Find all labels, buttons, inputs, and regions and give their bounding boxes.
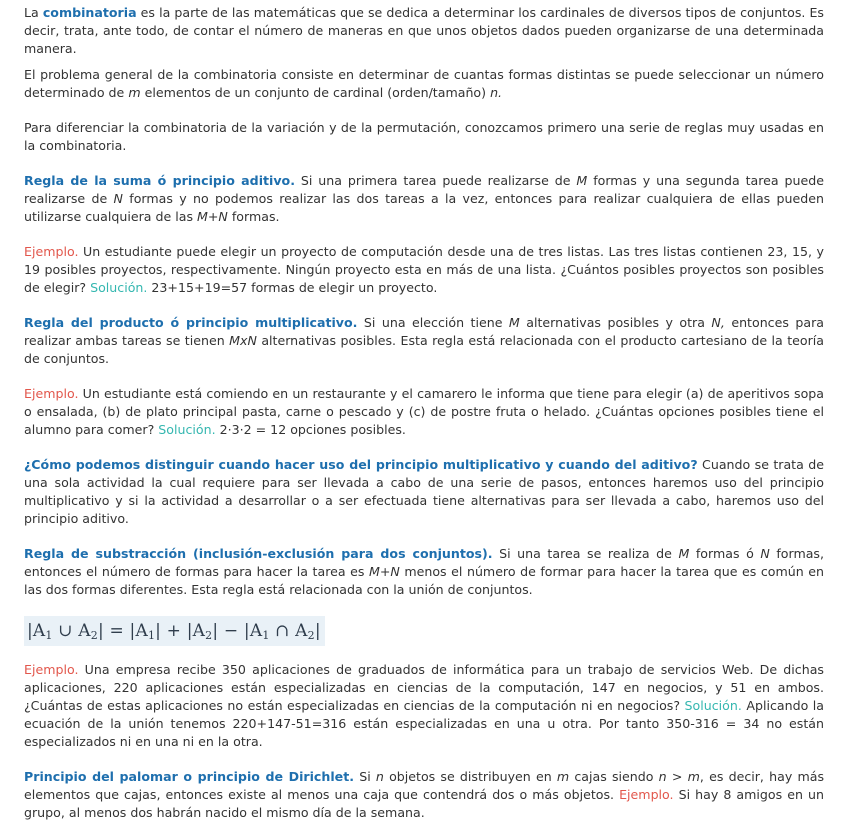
formula-part: |A <box>27 621 46 641</box>
term-combinatoria: combinatoria <box>42 5 137 20</box>
solution-label: Solución. <box>158 422 216 437</box>
text: El problema general de la combinatoria consiste en determinar de cuantas formas distintas se puede seleccionar un número determinado de <box>24 67 824 100</box>
distinguish-heading: ¿Cómo podemos distinguir cuando hacer uso del principio multiplicativo y cuando del aditivo? <box>24 457 698 472</box>
solution-label: Solución. <box>684 698 742 713</box>
formula-part: | − |A <box>212 621 263 641</box>
formula-subscript: 2 <box>205 629 213 642</box>
rule-product-example <box>24 385 824 439</box>
text: Aplicando la ecuación de la unión tenemos 220+147-51=316 están especializadas en una u otra. Por tanto 350-316 = 34 no están especializados ni en una ni en la otra. <box>24 698 824 749</box>
distinguish-paragraph <box>24 456 824 528</box>
rule-product-heading: Regla del producto ó principio multiplicativo. <box>24 315 358 330</box>
var-n: n <box>375 769 384 784</box>
text: Si una primera tarea puede realizarse de <box>295 173 577 188</box>
text: La <box>24 5 43 20</box>
formula-subscript: 2 <box>307 629 315 642</box>
text: objetos se distribuyen en <box>383 769 557 784</box>
text: Si hay 8 amigos en un grupo, al menos dos habrán nacido el mismo día de la semana. <box>24 787 824 820</box>
var-M: M <box>508 315 520 330</box>
formula-subscript: 1 <box>147 629 156 642</box>
example-label: Ejemplo. <box>24 386 79 401</box>
solution-label: Solución. <box>90 280 148 295</box>
var-M-plus-N: M+N <box>197 209 228 224</box>
intro-paragraph-definition <box>24 4 824 58</box>
text: Si una tarea se realiza de <box>492 546 679 561</box>
rule-sum-paragraph <box>24 172 824 226</box>
text: formas, entonces el número de formas para hacer la tarea es <box>24 546 824 579</box>
formula-part: | <box>314 621 321 641</box>
formula-part: ∩ A <box>269 621 308 641</box>
example-label: Ejemplo. <box>24 662 79 677</box>
rule-product-paragraph <box>24 314 824 368</box>
formula-part: | + |A <box>155 621 206 641</box>
text: Un estudiante puede elegir un proyecto de computación desde una de tres listas. Las tres listas contienen 23, 15, y 19 posibles proyectos, respectivamente. Ningún proyecto esta en más de una lista. ¿Cuántos posibles proyectos son posibles de elegir? <box>24 244 824 295</box>
var-N: N <box>760 546 770 561</box>
text: Un estudiante está comiendo en un restaurante y el camarero le informa que tiene para elegir (a) de aperitivos sopa o ensalada, (b) de plato principal pasta, carne o pescado y (c) de postre fruta o helado. ¿Cuántas opciones posibles tiene el alumno para comer? <box>24 386 824 437</box>
text: Una empresa recibe 350 aplicaciones de graduados de informática para un trabajo de servicios Web. De dichas aplicaciones, 220 aplicaciones están especializadas en ciencias de la computación, 147 en negocios, y 51 en ambos. ¿Cuántas de estas aplicaciones no están especializadas en ciencias de la computación ni en negocios? <box>24 662 824 713</box>
var-M: M <box>576 173 588 188</box>
text: Si una elección tiene <box>357 315 509 330</box>
formula-subscript: 1 <box>45 629 53 642</box>
text: , es decir, hay más elementos que cajas, entonces existe al menos una caja que contendrá dos o más objetos. <box>24 769 825 802</box>
text: formas. <box>227 209 280 224</box>
var-N: N <box>113 191 123 206</box>
text: cajas siendo <box>569 769 659 784</box>
var-M-plus-N: M+N <box>368 564 400 579</box>
intro-paragraph-rules: Para diferenciar la combinatoria de la variación y de la permutación, conozcamos primero una serie de reglas muy usadas en la combinatoria. <box>24 120 824 153</box>
var-m: m <box>556 769 570 784</box>
text: alternativas posibles y otra <box>519 315 712 330</box>
text: es la parte de las matemáticas que se dedica a determinar los cardinales de diversos tipos de conjuntos. Es decir, trata, ante todo, de contar el número de maneras en que unos objetos dados pueden organizarse de una determinada manera. <box>24 5 824 56</box>
example-label: Ejemplo. <box>619 787 674 802</box>
formula-subscript: 1 <box>262 629 270 642</box>
text: alternativas posibles. Esta regla está relacionada con el producto cartesiano de la teoría de conjuntos. <box>24 333 824 366</box>
rule-subtraction-example <box>24 661 824 751</box>
formula-part: | = |A <box>97 621 148 641</box>
var-n: n. <box>490 85 503 100</box>
text: formas y no podemos realizar las dos tareas a la vez, entonces para realizar cualquiera de ellas pueden utilizarse cualquiera de las <box>24 191 824 224</box>
text: Si <box>354 769 376 784</box>
formula-part: ∪ A <box>52 621 91 641</box>
example-label: Ejemplo. <box>24 244 79 259</box>
intro-paragraph-problem <box>24 66 824 102</box>
pigeonhole-heading: Principio del palomar o principio de Dirichlet. <box>24 769 355 784</box>
text: Cuando se trata de una sola actividad la cual requiere para ser llevada a cabo de una serie de pasos, entonces haremos uso del principio multiplicativo y si la actividad a desarrollar o a ser efectuada tiene alternativas para ser llevada a cabo, haremos uso del principio aditivo. <box>24 457 824 526</box>
inclusion-exclusion-formula <box>24 616 325 646</box>
var-MxN: MxN <box>229 333 257 348</box>
text: menos el número de formar para hacer la tarea que es común en las dos formas diferentes. Esta regla está relacionada con la unión de conjuntos. <box>24 564 825 597</box>
text: 2·3·2 = 12 opciones posibles. <box>215 422 406 437</box>
var-M: M <box>678 546 690 561</box>
rule-subtraction-heading: Regla de substracción (inclusión-exclusión para dos conjuntos). <box>24 546 493 561</box>
text: formas ó <box>689 546 761 561</box>
var-n-gt-m: n > m <box>658 769 700 784</box>
rule-subtraction-paragraph <box>24 545 824 599</box>
rule-sum-heading: Regla de la suma ó principio aditivo. <box>24 173 295 188</box>
rule-sum-example <box>24 243 824 297</box>
text: elementos de un conjunto de cardinal (orden/tamaño) <box>140 85 491 100</box>
formula-subscript: 2 <box>90 629 98 642</box>
var-m: m <box>128 85 141 100</box>
text: formas y una segunda tarea puede realizarse de <box>24 173 824 206</box>
pigeonhole-paragraph <box>24 768 824 822</box>
var-N: N, <box>711 315 725 330</box>
text: 23+15+19=57 formas de elegir un proyecto. <box>147 280 438 295</box>
text: entonces para realizar ambas tareas se tienen <box>24 315 824 348</box>
